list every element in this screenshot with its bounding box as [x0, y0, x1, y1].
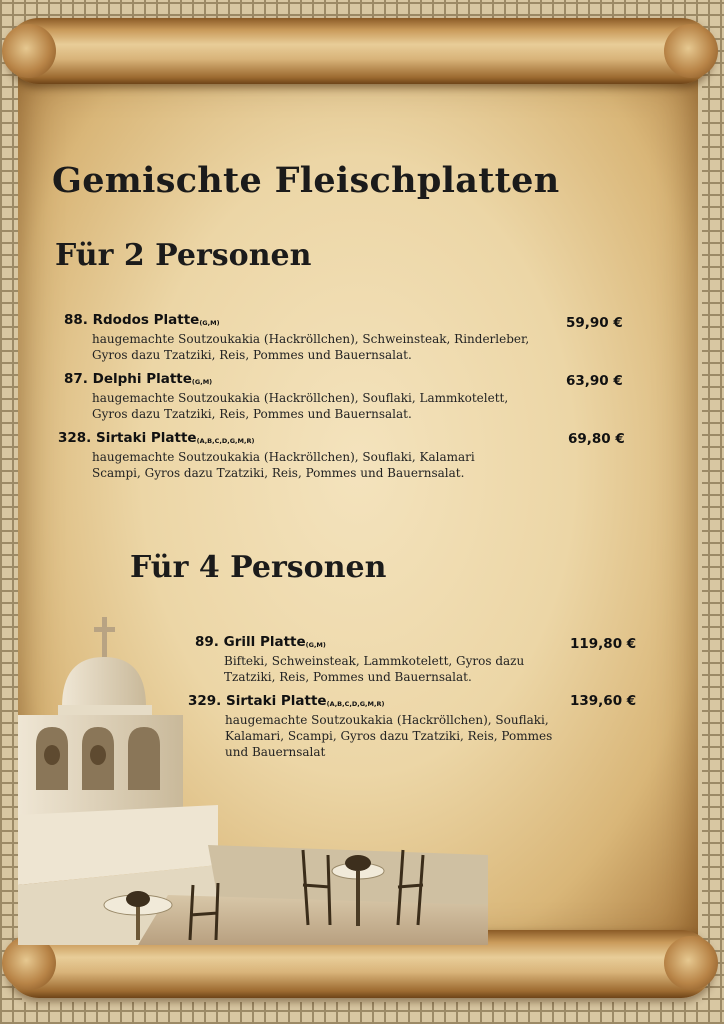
- item-price: 139,60 €: [570, 693, 637, 709]
- page-title: Gemischte Fleischplatten: [52, 160, 560, 201]
- item-description: haugemachte Soutzoukakia (Hackröllchen), Souflaki, Lammkotelett, Gyros dazu Tzatziki, Reis, Pommes und Bauernsalat.: [92, 391, 509, 421]
- item-title: 89. Grill Platte(G,M): [195, 634, 326, 650]
- item-description: haugemachte Soutzoukakia (Hackröllchen), Schweinsteak, Rinderleber, Gyros dazu Tzatziki, Reis, Pommes und Bauernsalat.: [92, 332, 530, 362]
- item-title: 329. Sirtaki Platte(A,B,C,D,G,M,R): [188, 693, 385, 709]
- item-description: Bifteki, Schweinsteak, Lammkotelett, Gyros dazu Tzatziki, Reis, Pommes und Bauernsalat.: [224, 654, 525, 684]
- menu-item: [188, 693, 552, 760]
- item-description: haugemachte Soutzoukakia (Hackröllchen), Souflaki, Kalamari, Scampi, Gyros dazu Tzatziki, Reis, Pommes und Bauernsalat: [225, 713, 553, 759]
- menu-item: [195, 634, 524, 685]
- item-price: 69,80 €: [568, 431, 625, 447]
- item-title: 88. Rdodos Platte(G,M): [64, 312, 220, 328]
- item-title: 87. Delphi Platte(G,M): [64, 371, 213, 387]
- item-price: 119,80 €: [570, 636, 637, 652]
- scroll-roll-top: [6, 18, 714, 84]
- item-description: haugemachte Soutzoukakia (Hackröllchen), Souflaki, Kalamari Scampi, Gyros dazu Tzatziki, Reis, Pommes und Bauernsalat.: [92, 450, 475, 480]
- menu-item: [64, 312, 529, 363]
- item-price: 63,90 €: [566, 373, 623, 389]
- item-price: 59,90 €: [566, 315, 623, 331]
- menu-item: [64, 371, 508, 422]
- section-heading-2-persons: Für 2 Personen: [55, 238, 312, 273]
- item-title: 328. Sirtaki Platte(A,B,C,D,G,M,R): [58, 430, 255, 446]
- section-heading-4-persons: Für 4 Personen: [130, 550, 387, 585]
- menu-item: [58, 430, 475, 481]
